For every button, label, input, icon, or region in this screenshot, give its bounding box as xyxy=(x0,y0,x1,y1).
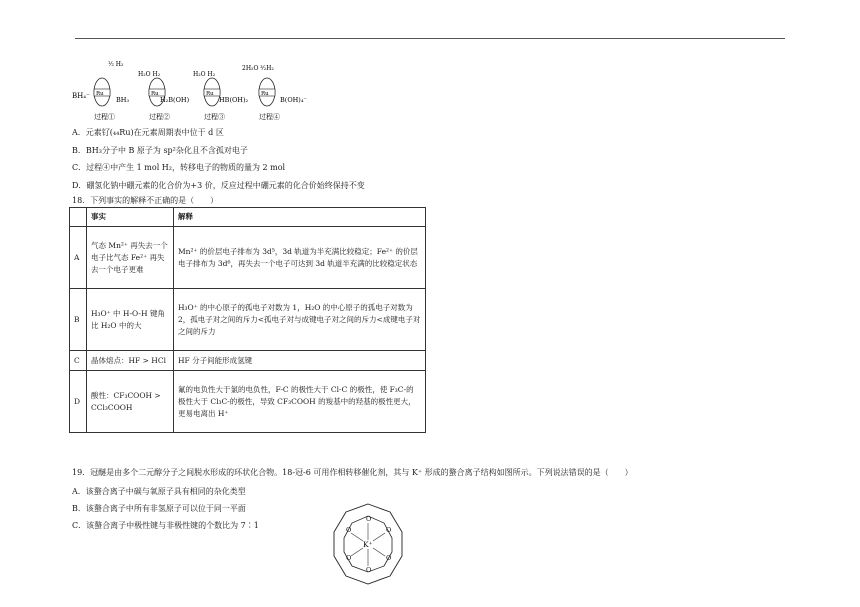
row-fact: 酸性：CF₃COOH > CCl₃COOH xyxy=(87,371,174,433)
row-key: D xyxy=(70,371,87,433)
above-label-3: H₂O H₂ xyxy=(193,71,216,78)
catalyst-cycle-2 xyxy=(138,71,190,106)
catalyst-cycle-1 xyxy=(94,61,129,106)
reaction-mechanism-diagram xyxy=(72,56,322,122)
stage-label-3: 过程③ xyxy=(204,113,225,121)
stage-label-1: 过程① xyxy=(94,113,115,121)
center-ion: K⁺ xyxy=(363,540,373,549)
row-explain: HF 分子间能形成氢键 xyxy=(174,351,426,371)
table-row xyxy=(70,371,426,433)
table-row xyxy=(70,227,426,289)
q19-stem: 19．冠醚是由多个二元醇分子之间脱水形成的环状化合物。18-冠-6 可用作相转移催化剂，其与 K⁺ 形成的螯合离子结构如图所示。下列说法错误的是（ ） xyxy=(72,468,633,477)
row-key: B xyxy=(70,289,87,351)
table-row xyxy=(70,289,426,351)
stage-label-4: 过程④ xyxy=(259,113,280,121)
ring-oxygen: O xyxy=(386,526,392,534)
reactant-label: BH₄⁻ xyxy=(72,92,90,100)
ring-oxygen: O xyxy=(366,566,372,574)
q19-option-b: B．该螯合离子中所有非氢原子可以位于同一平面 xyxy=(72,504,246,513)
q17-option-a: A．元素钌(₄₄Ru)在元素周期表中位于 d 区 xyxy=(72,128,224,137)
catalyst-cycle-3 xyxy=(193,71,249,106)
metal-label: Ru xyxy=(96,91,104,97)
q18-stem: 18．下列事实的解释不正确的是（ ） xyxy=(72,196,219,205)
product-label-2: H₂B(OH) xyxy=(160,96,190,104)
ring-oxygen: O xyxy=(386,554,392,562)
product-label-3: HB(OH)₂ xyxy=(219,96,249,104)
row-fact: 气态 Mn²⁺ 再失去一个电子比气态 Fe²⁺ 再失去一个电子更难 xyxy=(87,227,174,289)
row-explain: Mn²⁺ 的价层电子排布为 3d⁵，3d 轨道为半充满比较稳定；Fe²⁺ 的价层电子排布为 3d⁶，再失去一个电子可达到 3d 轨道半充满的比较稳定状态 xyxy=(174,227,426,289)
table-row xyxy=(70,351,426,371)
row-fact: 晶体熔点：HF > HCl xyxy=(87,351,174,371)
q17-option-b: B．BH₃分子中 B 原子为 sp²杂化且不含孤对电子 xyxy=(72,146,248,155)
q18-table xyxy=(69,207,426,433)
product-label-4: B(OH)₄⁻ xyxy=(280,96,307,104)
row-fact: H₃O⁺ 中 H-O-H 键角比 H₂O 中的大 xyxy=(87,289,174,351)
header-rule xyxy=(75,38,785,39)
row-key: C xyxy=(70,351,87,371)
q17-option-d: D．硼氢化钠中硼元素的化合价为+3 价，反应过程中硼元素的化合价始终保持不变 xyxy=(72,181,365,190)
ring-oxygen: O xyxy=(346,554,352,562)
stage-label-2: 过程② xyxy=(149,113,170,121)
ring-oxygen: O xyxy=(346,526,352,534)
header-fact: 事实 xyxy=(87,208,174,227)
q17-option-c: C．过程④中产生 1 mol H₂，转移电子的物质的量为 2 mol xyxy=(72,163,286,172)
header-explain: 解释 xyxy=(174,208,426,227)
svg-text:Ru: Ru xyxy=(261,91,269,97)
above-label-4: 2H₂O ³⁄₂H₂ xyxy=(242,65,274,72)
above-label-1: ½ H₂ xyxy=(108,61,124,68)
svg-text:Ru: Ru xyxy=(151,91,159,97)
row-key: A xyxy=(70,227,87,289)
row-explain: 氟的电负性大于氯的电负性，F-C 的极性大于 Cl-C 的极性，使 F₃C-的极性大于 Cl₃C-的极性，导致 CF₃COOH 的羧基中的羟基的极性更大，更易电离出 H⁺ xyxy=(174,371,426,433)
header-blank xyxy=(70,208,87,227)
crown-ether-structure xyxy=(328,496,408,592)
catalyst-cycle-4 xyxy=(242,65,307,106)
above-label-2: H₂O H₂ xyxy=(138,71,161,78)
svg-text:Ru: Ru xyxy=(206,91,214,97)
product-label-1: BH₃ xyxy=(116,96,130,104)
ring-oxygen: O xyxy=(366,515,372,523)
q19-option-c: C．该螯合离子中极性键与非极性键的个数比为 7∶1 xyxy=(72,521,259,530)
row-explain: H₃O⁺ 的中心原子的孤电子对数为 1，H₂O 的中心原子的孤电子对数为 2，孤电子对之间的斥力<孤电子对与成键电子对之间的斥力<成键电子对之间的斥力 xyxy=(174,289,426,351)
q19-option-a: A．该螯合离子中碳与氧原子具有相同的杂化类型 xyxy=(72,487,246,496)
table-header-row xyxy=(70,208,426,227)
